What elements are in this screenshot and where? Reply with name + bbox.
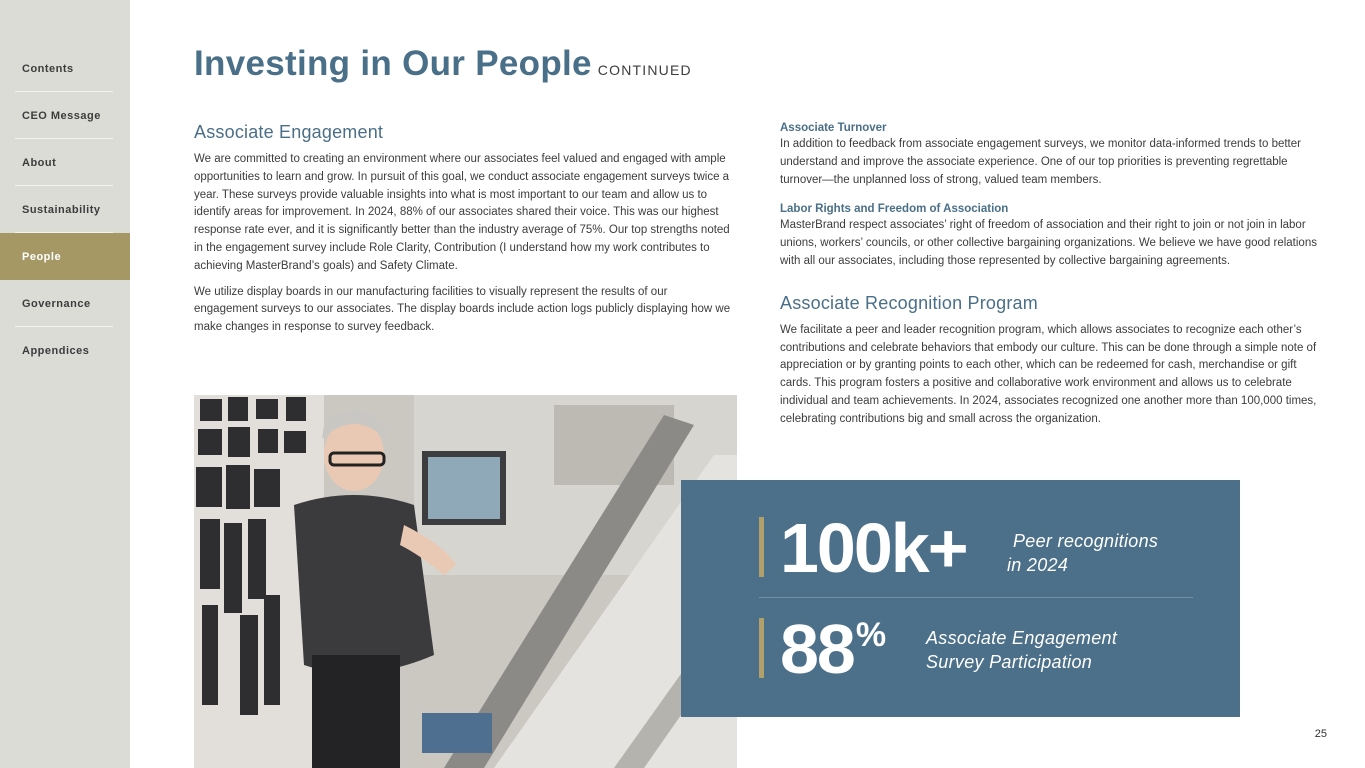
caption-line: in 2024 xyxy=(1007,555,1069,575)
accent-bar xyxy=(759,517,764,577)
subheading-labor-rights: Labor Rights and Freedom of Association xyxy=(780,203,1009,216)
body-paragraph: MasterBrand respect associates’ right of freedom of association and their right to join or not join in labor unions, workers’ councils, or other collective bargaining organizations. We believe we have good relations with all our associates, including those represented by collective bargaining agreements. xyxy=(780,219,1317,267)
sidebar-item-label: Sustainability xyxy=(22,203,101,216)
body-paragraph: We are committed to creating an environment where our associates feel valued and engaged with ample opportunities to learn and grow. In pursuit of this goal, we conduct associate engagement surveys twice a year. These surveys provide valuable insights into what is most important to our team and allow us to identify areas for improvement. In 2024, 88% of our associates shared their voice. This was our highest response rate ever, and it is significantly better than the industry average of 75%. Our top strengths noted in the engagement survey include Role Clarity, Contribution (I understand how my work contributes to achieving MasterBrand’s goals) and Safety Climate. xyxy=(194,153,730,272)
body-paragraph: We facilitate a peer and leader recognition program, which allows associates to recognize each other’s contributions and celebrate behaviors that embody our culture. This can be done through a simple note of appreciation or by granting points to each other, which can be redeemed for cash, merchandise or gift cards. This program fosters a positive and collaborative work environment and allows us to celebrate individual and team achievements. In 2024, associates recognized one another more than 100,000 times, celebrating contributions big and small across the organization. xyxy=(780,323,1317,425)
subheading-turnover: Associate Turnover xyxy=(780,122,887,134)
sidebar-item-label: Contents xyxy=(22,62,74,75)
sidebar-item-label: About xyxy=(22,156,57,169)
divider xyxy=(759,597,1193,598)
sidebar-nav xyxy=(0,45,130,374)
stat-engagement-caption xyxy=(926,626,1117,674)
sidebar xyxy=(0,0,130,768)
caption-line: Associate Engagement xyxy=(926,628,1118,648)
sidebar-item-ceo-message[interactable] xyxy=(0,92,130,139)
page-title-text: Investing in Our People xyxy=(194,44,592,83)
sidebar-item-label: Governance xyxy=(22,297,91,310)
sidebar-item-sustainability[interactable] xyxy=(0,186,130,233)
stat-peer-recognitions-caption xyxy=(1007,529,1158,577)
sidebar-item-contents[interactable] xyxy=(0,45,130,92)
caption-line: Peer recognitions xyxy=(1013,531,1159,551)
workshop-illustration xyxy=(194,395,737,768)
body-paragraph: We utilize display boards in our manufacturing facilities to visually represent the results of our engagement surveys to our associates. The display boards include action logs publicly displaying how we make changes in response to survey feedback. xyxy=(194,285,731,334)
page-title-suffix: CONTINUED xyxy=(597,62,692,78)
sidebar-item-appendices[interactable] xyxy=(0,327,130,374)
page-title xyxy=(194,44,692,84)
associate-photo xyxy=(194,395,737,768)
stats-panel xyxy=(681,480,1240,717)
stat-engagement-unit: % xyxy=(855,616,887,654)
sidebar-item-about[interactable] xyxy=(0,139,130,186)
sidebar-item-people[interactable] xyxy=(0,233,130,280)
stat-engagement-value xyxy=(780,610,887,688)
sidebar-item-governance[interactable] xyxy=(0,280,130,327)
stat-engagement-number: 88 xyxy=(780,610,854,688)
stat-peer-recognitions-value: 100k+ xyxy=(780,509,967,587)
sidebar-item-label: Appendices xyxy=(22,344,90,357)
section-heading: Associate Engagement xyxy=(194,122,384,142)
accent-bar xyxy=(759,618,764,678)
page-number: 25 xyxy=(1314,728,1327,740)
caption-line: Survey Participation xyxy=(926,652,1093,672)
right-column xyxy=(780,122,1325,437)
sidebar-item-label: CEO Message xyxy=(22,109,101,122)
section-heading: Associate Recognition Program xyxy=(780,292,1038,313)
body-paragraph: In addition to feedback from associate engagement surveys, we monitor data-informed trends to better understand and improve the associate experience. One of our top priorities is preventing regrettable turnover—the unplanned loss of strong, valued team members. xyxy=(780,138,1301,186)
associate-engagement-section xyxy=(194,122,734,345)
sidebar-item-label: People xyxy=(22,250,62,263)
